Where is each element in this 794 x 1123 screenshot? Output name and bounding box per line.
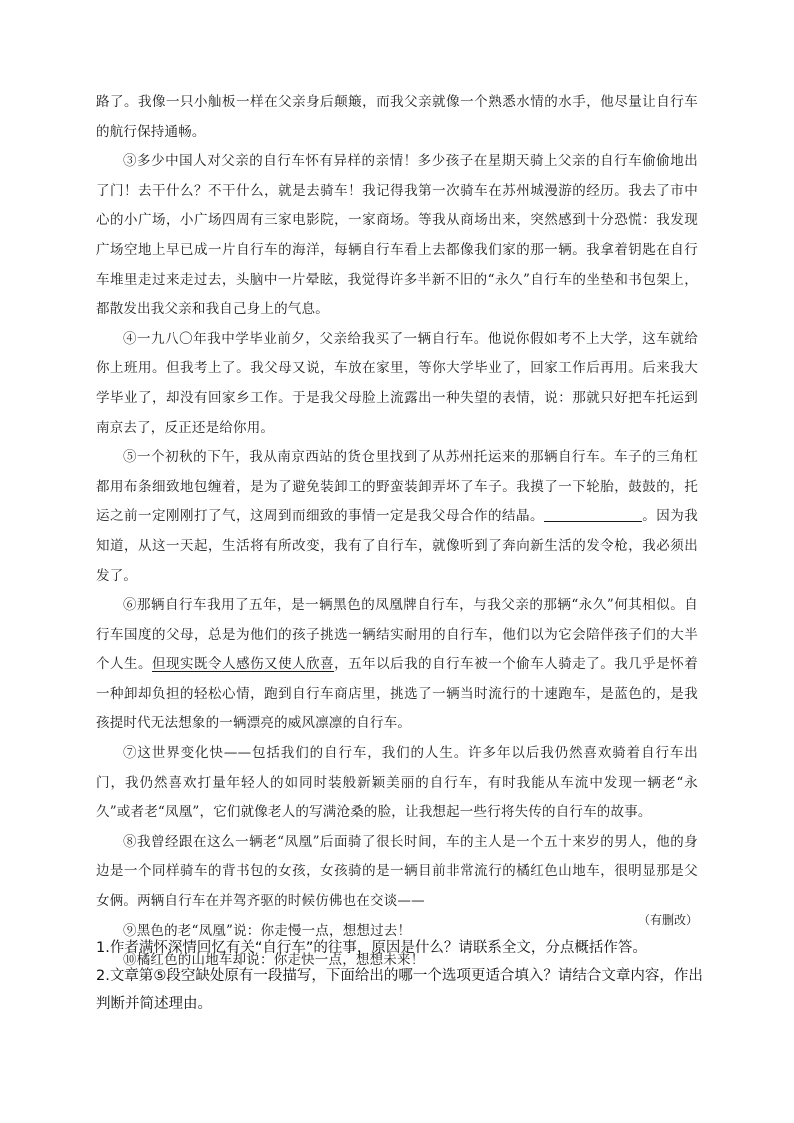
paragraph-5-text-after: 。因为我知道，从这一天起，生活将有所改变，我有了自行车，就像听到了奔向新生活的发令枪，我必须出发了。 [96, 508, 698, 584]
paragraph-7: ⑦这世界变化快——包括我们的自行车，我们的人生。许多年以后我仍然喜欢骑着自行车出门，我仍然喜欢打量年轻人的如同时装般新颖美丽的自行车，有时我能从车流中发现一辆老“永久”或者老“凤凰”，它们就像老人的写满沧桑的脸，让我想起一些行将失传的自行车的故事。 [96, 745, 698, 821]
paragraph-6-text-before: ⑥那辆自行车我用了五年，是一辆黑色的凤凰牌自行车，与我父亲的那辆“永久”何其相似。自行车国度的父母，总是为他们的孩子挑选一辆结实耐用的自行车，他们以为它会陪伴孩子们的大半个人生。 [96, 597, 698, 673]
source-note: （有删改） [637, 913, 698, 927]
article-body [96, 88, 698, 976]
question-2: 2.文章第⑤段空缺处原有一段描写，下面给出的哪一个选项更适合填入？请结合文章内容，作出判断并简述理由。 [96, 968, 703, 1012]
underlined-sentence: 但现实既令人感伤又使人欣喜 [152, 656, 335, 673]
paragraph-4: ④一九八〇年我中学毕业前夕，父亲给我买了一辆自行车。他说你假如考不上大学，这车就给你上班用。但我考上了。我父母又说，车放在家里，等你大学毕业了，回家工作后再用。后来我大学毕业了，却没有回家乡工作。于是我父母脸上流露出一种失望的表情，说：那就只好把车托运到南京去了，反正还是给你用。 [96, 330, 698, 436]
paragraph-9: ⑨黑色的老“凤凰”说：你走慢一点，想想过去！ [123, 922, 412, 939]
paragraph-3: ③多少中国人对父亲的自行车怀有异样的亲情！多少孩子在星期天骑上父亲的自行车偷偷地出了门！去干什么？不干什么，就是去骑车！我记得我第一次骑车在苏州城漫游的经历。我去了市中心的小广场，小广场四周有三家电影院，一家商场。等我从商场出来，突然感到十分恐慌：我发现广场空地上早已成一片自行车的海洋，每辆自行车看上去都像我们家的那一辆。我拿着钥匙在自行车堆里走过来走过去，头脑中一片晕眩，我觉得许多半新不旧的“永久”自行车的坐垫和书包架上，都散发出我父亲和我自己身上的气息。 [96, 153, 698, 318]
questions-section [96, 934, 706, 1018]
paragraph-continued: 路了。我像一只小舢板一样在父亲身后颠簸，而我父亲就像一个熟悉水情的水手，他尽量让自行车的航行保持通畅。 [96, 94, 698, 140]
paragraph-8: ⑧我曾经跟在这么一辆老“凤凰”后面骑了很长时间，车的主人是一个五十来岁的男人，他的身边是一个同样骑车的背书包的女孩，女孩骑的是一辆目前非常流行的橘红色山地车，很明显那是父女俩。两辆自行车在并驾齐驱的时候仿佛也在交谈—— [96, 833, 698, 910]
paragraph-5 [96, 443, 698, 591]
paragraph-5-text-before: ⑤一个初秋的下午，我从南京西站的货仓里找到了从苏州托运来的那辆自行车。车子的三角杠都用布条细致地包缠着，是为了避免装卸工的野蛮装卸弄坏了车子。我摸了一下轮胎，鼓鼓的，托运之前一定刚刚打了气，这周到而细致的事情一定是我父母合作的结晶。 [96, 449, 698, 525]
paragraph-6-text-after: ，五年以后我的自行车被一个偷车人骑走了。我几乎是怀着一种卸却负担的轻松心情，跑到自行车商店里，挑选了一辆当时流行的十速跑车，是蓝色的，是我孩提时代无法想象的一辆漂亮的威风凛凛的自行车。 [96, 656, 698, 732]
fill-in-blank [544, 507, 642, 522]
paragraph-6 [96, 591, 698, 739]
paragraph-10: ⑩橘红色的山地车却说：你走快一点，想想未来！ [123, 952, 425, 969]
question-1: 1.作者满怀深情回忆有关“自行车”的往事，原因是什么？请联系全文，分点概括作答。 [96, 940, 647, 956]
